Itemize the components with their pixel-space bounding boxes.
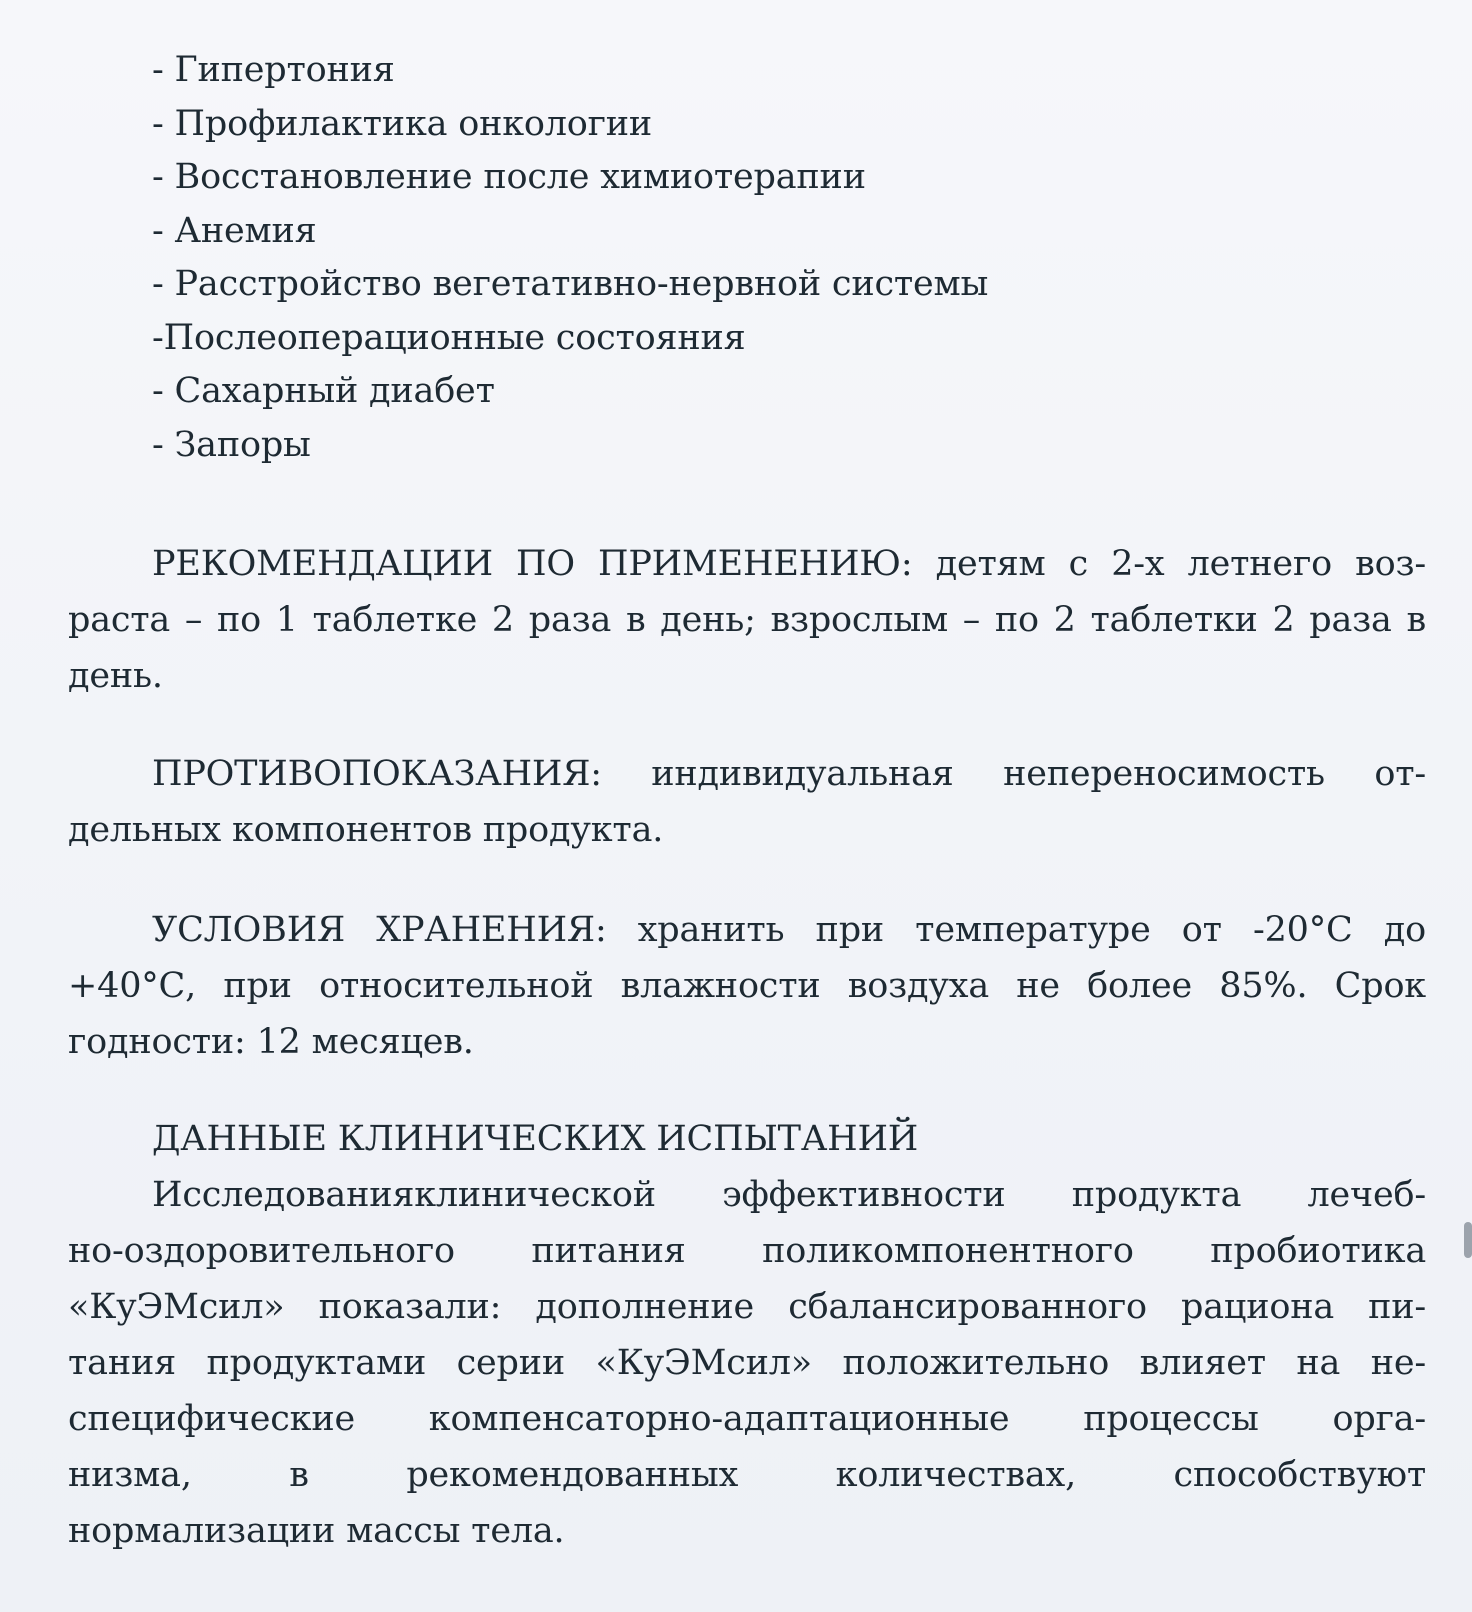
list-item: - Восстановление после химиотерапии [152,157,866,197]
recommendations-paragraph [68,536,1426,704]
paragraph-line: годности: 12 месяцев. [68,1022,474,1062]
paragraph-line: тания продуктами серии «КуЭМсил» положительно влияет на не- [68,1343,1426,1383]
list-item: - Гипертония [152,50,395,90]
paragraph-line: УСЛОВИЯ ХРАНЕНИЯ: хранить при температуре от -20°С до [152,910,1426,950]
paragraph-line: раста – по 1 таблетке 2 раза в день; взрослым – по 2 таблетки 2 раза в [68,600,1426,640]
list-item: - Запоры [152,424,311,465]
paragraph-line: РЕКОМЕНДАЦИИ ПО ПРИМЕНЕНИЮ: детям с 2-х летнего воз- [152,544,1426,584]
clinical-trials-section [68,1111,1426,1559]
paragraph-line: специфические компенсаторно-адаптационные процессы орга- [68,1399,1426,1439]
list-item: - Анемия [152,210,317,251]
list-item: -Послеоперационные состояния [152,317,746,358]
paragraph-line: Исследованияклинической эффективности продукта лечеб- [152,1175,1426,1215]
paragraph-line: низма, в рекомендованных количествах, способствуют [68,1455,1426,1495]
paragraph-line: +40°С, при относительной влажности воздуха не более 85%. Срок [68,966,1426,1006]
indications-list [152,44,1352,472]
paragraph-line: дельных компонентов продукта. [68,810,664,850]
scan-artifact [1464,1222,1472,1258]
contraindications-paragraph [68,746,1426,858]
paragraph-line: нормализации массы тела. [68,1511,565,1551]
list-item: - Расстройство вегетативно-нервной системы [152,264,989,304]
paragraph-line: но-оздоровительного питания поликомпонентного пробиотика [68,1231,1426,1271]
paragraph-line: ПРОТИВОПОКАЗАНИЯ: индивидуальная непереносимость от- [152,754,1426,794]
paragraph-line: «КуЭМсил» показали: дополнение сбалансированного рациона пи- [68,1287,1426,1327]
list-item: - Профилактика онкологии [152,103,653,144]
list-item: - Сахарный диабет [152,371,495,411]
section-heading: ДАННЫЕ КЛИНИЧЕСКИХ ИСПЫТАНИЙ [152,1119,919,1159]
paragraph-line: день. [68,656,163,696]
storage-paragraph [68,902,1426,1070]
